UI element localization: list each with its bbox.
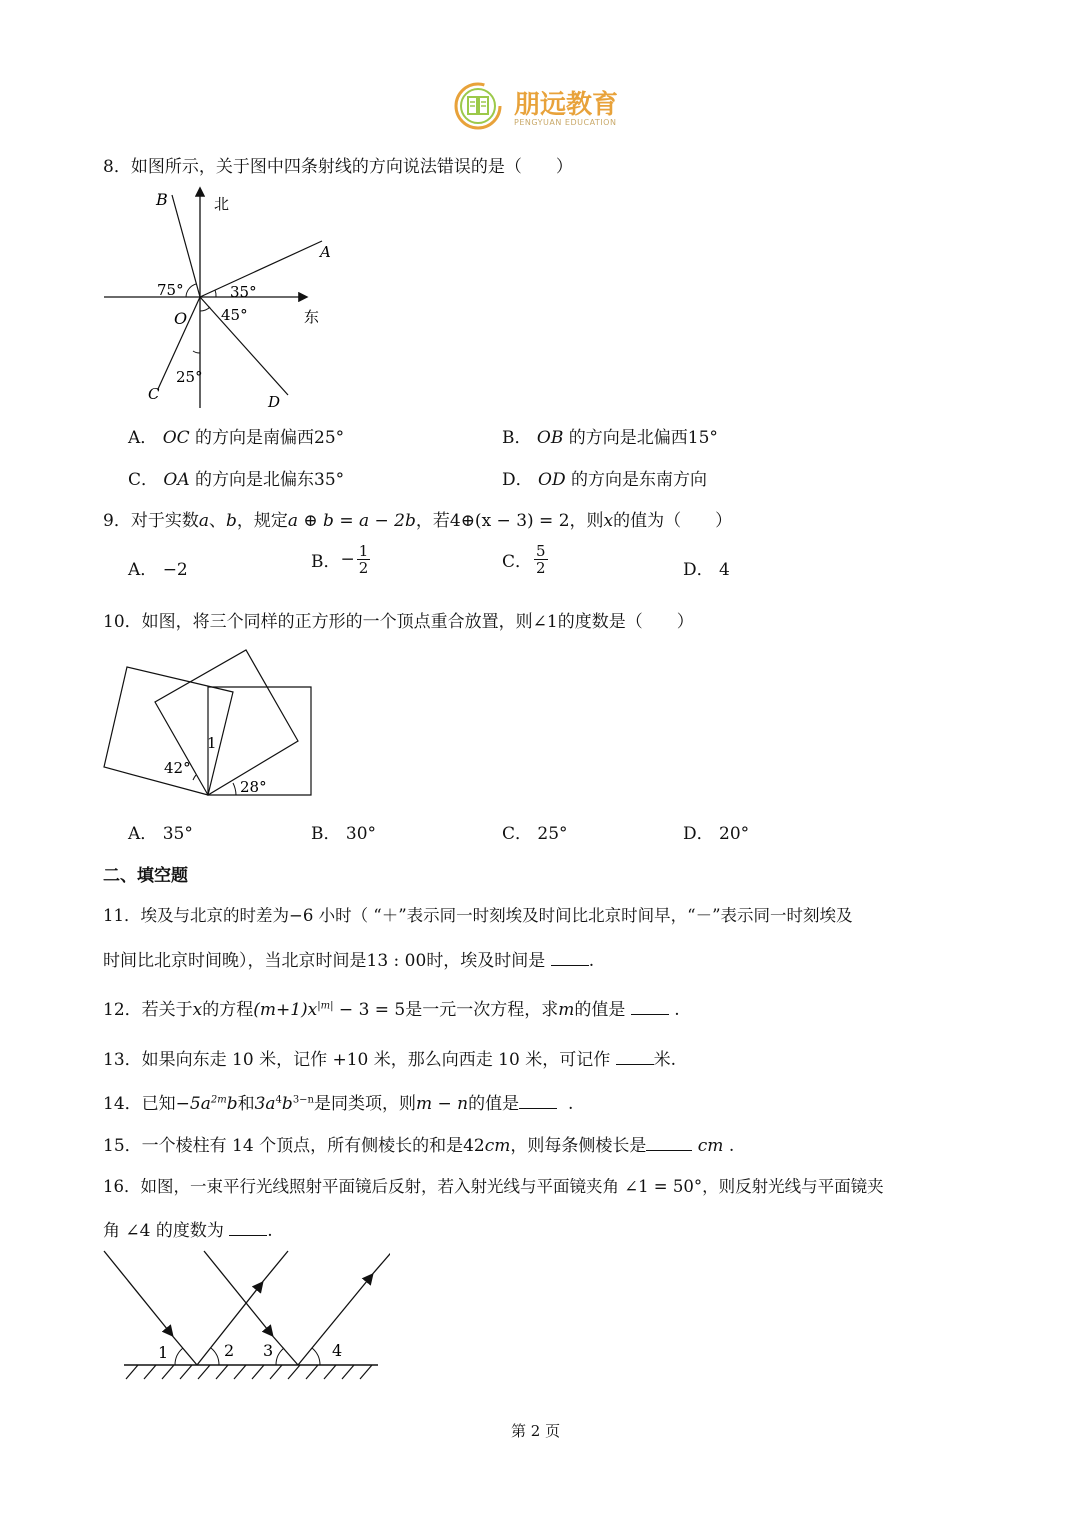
brand-name-en: PENGYUAN EDUCATION xyxy=(514,118,617,127)
brand-logo xyxy=(452,80,652,134)
label-a: A xyxy=(320,243,331,261)
question-11-line-2: 时间比北京时间晚），当北京时间是13 : 00时，埃及时间是 . xyxy=(103,946,594,971)
question-9-option-b[interactable]: B．− $\frac{1}{2}$ xyxy=(311,542,369,577)
question-8-stem: 8．如图所示，关于图中四条射线的方向说法错误的是（ ） xyxy=(103,157,573,177)
angle-label-2: 2 xyxy=(224,1341,235,1360)
answer-blank[interactable] xyxy=(646,1133,692,1151)
question-16-figure xyxy=(100,1245,390,1385)
question-9-option-c[interactable]: C． $\frac{5}{2}$ xyxy=(502,542,546,577)
answer-blank[interactable] xyxy=(631,997,669,1015)
question-12: 12．若关于x的方程$(m+1)x^{|m|} - 3 = 5$是一元一次方程，求m的值是 . xyxy=(103,995,680,1020)
label-b: B xyxy=(156,190,168,209)
answer-blank[interactable] xyxy=(519,1091,557,1109)
question-9-option-d[interactable]: D． 4 xyxy=(683,560,730,580)
angle-label-3: 3 xyxy=(263,1341,274,1360)
label-north: 北 xyxy=(214,195,230,213)
brand-name: 朋远教育 xyxy=(514,90,619,120)
question-8-figure xyxy=(100,183,340,413)
question-10-option-c[interactable]: C． 25° xyxy=(502,824,568,844)
angle-1: 1 xyxy=(207,734,217,752)
question-10-option-d[interactable]: D． 20° xyxy=(683,824,750,844)
label-east: 东 xyxy=(304,308,320,326)
angle-35: 35° xyxy=(230,283,257,301)
section-title: 二、填空题 xyxy=(103,866,188,886)
question-16-line-1: 16．如图，一束平行光线照射平面镜后反射，若入射光线与平面镜夹角 ∠1 = 50°，则反射光线与平面镜夹 xyxy=(103,1177,884,1196)
label-c: C xyxy=(148,385,160,403)
question-10-option-a[interactable]: A． 35° xyxy=(128,824,193,844)
question-8-option-a[interactable]: A． OC 的方向是南偏西25° xyxy=(128,428,345,448)
question-16-line-2: 角 ∠4 的度数为 . xyxy=(103,1216,273,1241)
incident-ray-1 xyxy=(104,1251,172,1335)
label-d: D xyxy=(268,393,281,411)
question-14: 14．已知$-5a^{2m}b$和$3a^4b^{3-n}$是同类项，则m − n的值是 . xyxy=(103,1089,573,1114)
angle-label-4: 4 xyxy=(332,1341,343,1360)
question-13: 13．如果向东走 10 米，记作 +10 米，那么向西走 10 米，可记作 米. xyxy=(103,1045,676,1070)
mirror-hatching xyxy=(126,1365,372,1379)
question-8-option-c[interactable]: C． OA 的方向是北偏东35° xyxy=(128,470,345,490)
angle-28: 28° xyxy=(240,778,267,796)
question-8-option-b[interactable]: B． OB 的方向是北偏西15° xyxy=(502,428,718,448)
angle-75: 75° xyxy=(157,281,184,299)
question-8-option-d[interactable]: D． OD 的方向是东南方向 xyxy=(502,470,708,490)
question-9-option-a[interactable]: A． −2 xyxy=(128,560,188,580)
question-10-stem: 10．如图，将三个同样的正方形的一个顶点重合放置，则∠1的度数是（ ） xyxy=(103,612,694,632)
incident-ray-2 xyxy=(204,1251,272,1335)
angle-25: 25° xyxy=(176,368,203,386)
answer-blank[interactable] xyxy=(616,1047,654,1065)
question-10-figure xyxy=(100,645,320,805)
label-o: O xyxy=(174,309,188,328)
answer-blank[interactable] xyxy=(551,948,589,966)
ray-oa xyxy=(200,241,322,297)
question-9-stem: 9．对于实数a、b，规定a ⊕ b = a − 2b，若4⊕(x − 3) = 2，则x的值为（ ） xyxy=(103,511,733,531)
question-15: 15．一个棱柱有 14 个顶点，所有侧棱长的和是42cm，则每条侧棱长是 cm . xyxy=(103,1131,734,1156)
question-10-option-b[interactable]: B． 30° xyxy=(311,824,377,844)
angle-label-1: 1 xyxy=(158,1343,169,1362)
question-11-line-1: 11．埃及与北京的时差为−6 小时（ “＋”表示同一时刻埃及时间比北京时间早，“－”表示同一时刻埃及 xyxy=(103,906,853,925)
angle-45: 45° xyxy=(221,306,248,324)
book-icon xyxy=(452,80,504,132)
answer-blank[interactable] xyxy=(229,1218,267,1236)
page-number: 第 2 页 xyxy=(511,1422,561,1440)
angle-42: 42° xyxy=(164,759,191,777)
